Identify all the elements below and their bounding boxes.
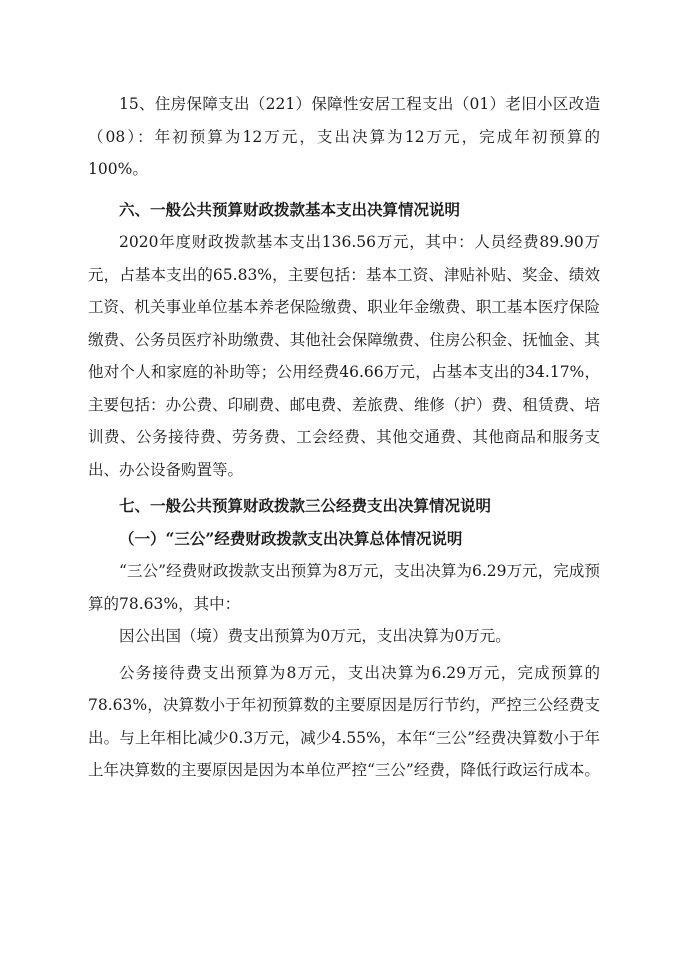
document-page — [88, 88, 600, 787]
paragraph-reception-expenditure: 公务接待费支出预算为8万元，支出决算为6.29万元，完成预算的78.63%，决算数小于年初预算数的主要原因是厉行节约，严控三公经费支出。与上年相比减少0.3万元，减少4.55%，本年“三公”经费决算数小于年上年决算数的主要原因是因为本单位严控“三公”经费，降低行政运行成本。 — [88, 663, 600, 779]
heading-section-6: 六、一般公共预算财政拨款基本支出决算情况说明 — [119, 199, 461, 219]
paragraph-basic-expenditure: 2020年度财政拨款基本支出136.56万元，其中：人员经费89.90万元，占基本支出的65.83%，主要包括：基本工资、津贴补贴、奖金、绩效工资、机关事业单位基本养老保险缴费、职业年金缴费、职工基本医疗保险缴费、公务员医疗补助缴费、其他社会保障缴费、住房公积金、抚恤金、其他对个人和家庭的补助等；公用经费46.66万元，占基本支出的34.17%，主要包括：办公费、印刷费、邮电费、差旅费、维修（护）费、租赁费、培训费、公务接待费、劳务费、工会经费、其他交通费、其他商品和服务支出、办公设备购置等。 — [88, 233, 600, 479]
paragraph-abroad-expenditure: 因公出国（境）费支出预算为0万元，支出决算为0万元。 — [119, 627, 511, 645]
heading-section-7-1: （一）“三公”经费财政拨款支出决算总体情况说明 — [119, 528, 463, 548]
paragraph-sangong-summary: “三公”经费财政拨款支出预算为8万元，支出决算为6.29万元，完成预算的78.63%，其中： — [88, 562, 600, 613]
heading-section-7: 七、一般公共预算财政拨款三公经费支出决算情况说明 — [119, 496, 492, 515]
paragraph-housing-expenditure: 15、住房保障支出（221）保障性安居工程支出（01）老旧小区改造（08）：年初预算为12万元，支出决算为12万元，完成年初预算的100%。 — [88, 95, 600, 178]
